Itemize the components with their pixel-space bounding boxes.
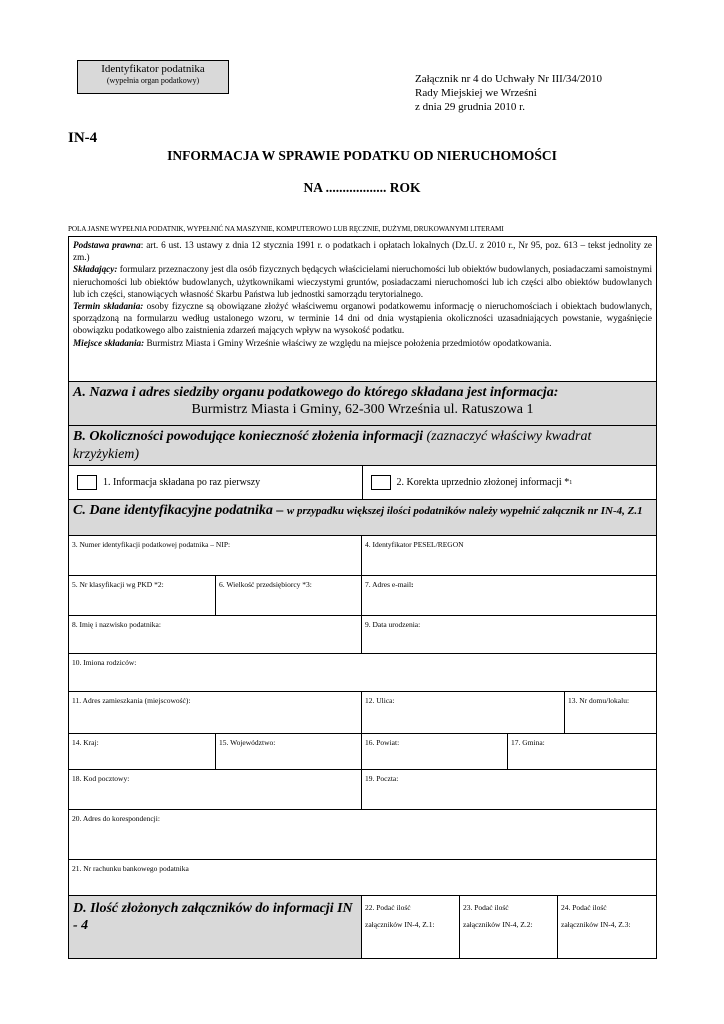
deadline-text: osoby fizyczne są obowiązane złożyć właściwemu organowi podatkowemu informację o nieruchomościach i obiektach budowlanych, sporządzoną na formularzu według ustalonego wzoru, w terminie 14 dni od dnia wystąpienia okoliczności uzasadniających powstanie, wygaśnięcie obowiązku podatkowego albo zaistnienia zdarzeń mających wpływ na wysokość podatku. (73, 301, 652, 336)
field-correspondence-address[interactable] (69, 810, 656, 859)
field-pesel-label: 4. Identyfikator PESEL/REGON (365, 540, 464, 549)
annex-reference (415, 72, 602, 114)
form-code: IN-4 (68, 130, 98, 146)
field-commune-label: 17. Gmina: (511, 738, 545, 747)
field-pesel[interactable] (362, 536, 656, 575)
field-country[interactable] (69, 734, 216, 769)
row-address (69, 692, 656, 734)
field-attachments-z2[interactable] (460, 896, 558, 958)
correction-label: 2. Korekta uprzednio złożonej informacji * (396, 477, 570, 488)
annex-line-3: z dnia 29 grudnia 2010 r. (415, 101, 525, 113)
attachments-z3-label-2: załączników IN-4, Z.3: (561, 920, 631, 929)
correction-footnote: 1 (569, 479, 573, 486)
row-correspondence (69, 810, 656, 860)
field-house-number[interactable] (565, 692, 656, 733)
annex-line-2: Rady Miejskiej we Wrześni (415, 87, 537, 99)
field-email[interactable] (362, 576, 656, 615)
field-attachments-z3[interactable] (558, 896, 656, 958)
field-street-label: 12. Ulica: (365, 696, 395, 705)
filer-label: Składający: (73, 264, 118, 275)
attachments-z1-label-1: 22. Podać ilość (365, 903, 411, 912)
field-birth-date-label: 9. Data urodzenia: (365, 620, 421, 629)
field-locality-label: 11. Adres zamieszkania (miejscowość): (72, 696, 191, 705)
field-street[interactable] (362, 692, 565, 733)
field-nip-label: 3. Numer identyfikacji podatkowej podatnika – NIP: (72, 540, 231, 549)
taxpayer-id-note: (wypełnia organ podatkowy) (106, 76, 200, 85)
field-voivodeship-label: 15. Województwo: (219, 738, 276, 747)
form-title: INFORMACJA W SPRAWIE PODATKU OD NIERUCHOMOŚCI (167, 148, 557, 163)
field-email-label: 7. Adres e-mail (365, 580, 412, 589)
row-region (69, 734, 656, 770)
field-postal-code[interactable] (69, 770, 362, 809)
field-house-number-label: 13. Nr domu/lokalu: (568, 696, 630, 705)
legal-basis-block (69, 237, 656, 382)
basis-label: Podstawa prawna (73, 240, 141, 250)
section-b-note: (zaznaczyć właściwy kwadrat krzyżykiem) (73, 429, 592, 462)
first-filing-checkbox[interactable] (77, 475, 97, 490)
section-b-options (69, 466, 656, 500)
taxpayer-id-title: Identyfikator podatnika (101, 63, 205, 75)
attachments-z2-label-1: 23. Podać ilość (463, 903, 509, 912)
field-bank-account[interactable] (69, 860, 656, 895)
section-a (69, 382, 656, 426)
form-year-line[interactable]: NA .................. ROK (303, 180, 421, 195)
field-post-office-label: 19. Poczta: (365, 774, 399, 783)
row-postal (69, 770, 656, 810)
row-nip-pesel (69, 536, 656, 576)
field-county[interactable] (362, 734, 508, 769)
row-name-birth (69, 616, 656, 654)
field-county-label: 16. Powiat: (365, 738, 400, 747)
field-nip[interactable] (69, 536, 362, 575)
field-pkd-label: 5. Nr klasyfikacji wg PKD *2: (72, 580, 164, 589)
field-birth-date[interactable] (362, 616, 656, 653)
field-full-name-label: 8. Imię i nazwisko podatnika: (72, 620, 161, 629)
section-d (69, 896, 656, 958)
field-attachments-z1[interactable] (362, 896, 460, 958)
section-c (69, 500, 656, 536)
field-post-office[interactable] (362, 770, 656, 809)
field-bank-account-label: 21. Nr rachunku bankowego podatnika (72, 864, 189, 873)
option-first-filing[interactable] (69, 466, 363, 499)
row-bank (69, 860, 656, 896)
row-pkd-size-email (69, 576, 656, 616)
section-d-heading: D. Ilość złożonych załączników do informacji IN - 4 (69, 896, 362, 958)
field-parents-names-label: 10. Imiona rodziców: (72, 658, 137, 667)
field-email-colon: : (411, 580, 414, 589)
field-country-label: 14. Kraj: (72, 738, 99, 747)
field-company-size[interactable] (216, 576, 362, 615)
option-correction[interactable] (363, 466, 657, 499)
field-parents-names[interactable] (69, 654, 656, 691)
section-c-note: w przypadku większej ilości podatników należy wypełnić załącznik nr IN-4, Z.1 (286, 505, 643, 517)
field-commune[interactable] (508, 734, 656, 769)
row-parents (69, 654, 656, 692)
section-a-heading: A. Nazwa i adres siedziby organu podatkowego do którego składana jest informacja: (73, 385, 559, 400)
field-postal-code-label: 18. Kod pocztowy: (72, 774, 130, 783)
field-pkd[interactable] (69, 576, 216, 615)
section-a-authority: Burmistrz Miasta i Gminy, 62-300 Września ul. Ratuszowa 1 (191, 402, 534, 417)
section-b (69, 426, 656, 466)
section-b-heading: B. Okoliczności powodujące konieczność złożenia informacji (73, 429, 424, 444)
basis-text: : art. 6 ust. 13 ustawy z dnia 12 stycznia 1991 r. o podatkach i opłatach lokalnych (Dz.U. z 2010 r., Nr 95, poz. 613 – tekst jednolity ze zm.) (73, 240, 652, 263)
field-correspondence-address-label: 20. Adres do korespondencji: (72, 814, 160, 823)
section-c-heading: C. Dane identyfikacyjne podatnika – (73, 503, 287, 518)
fill-instructions: POLA JASNE WYPEŁNIA PODATNIK, WYPEŁNIĆ NA MASZYNIE, KOMPUTEROWO LUB RĘCZNIE, DUŻYMI, DRUKOWANYMI LITERAMI (68, 225, 504, 233)
field-locality[interactable] (69, 692, 362, 733)
annex-line-1: Załącznik nr 4 do Uchwały Nr III/34/2010 (415, 73, 602, 85)
field-full-name[interactable] (69, 616, 362, 653)
deadline-label: Termin składania: (73, 301, 144, 312)
first-filing-label: 1. Informacja składana po raz pierwszy (103, 477, 261, 488)
taxpayer-id-box[interactable] (77, 60, 229, 94)
attachments-z3-label-1: 24. Podać ilość (561, 903, 607, 912)
place-label: Miejsce składania: (73, 337, 145, 348)
attachments-z1-label-2: załączników IN-4, Z.1: (365, 920, 435, 929)
attachments-z2-label-2: załączników IN-4, Z.2: (463, 920, 533, 929)
form-frame (68, 236, 657, 959)
filer-text: formularz przeznaczony jest dla osób fizycznych będących właścicielami nieruchomości lub obiektów budowlanych, posiadaczami samoistnymi nieruchomości lub obiektów budowlanych, użytkownikami wieczystymi gruntów, posiadaczami nieruchomości lub ich części albo obiektów budowlanych lub ich części, stanowiących własność Skarbu Państwa lub jednostki samorządu terytorialnego. (73, 264, 652, 299)
field-company-size-label: 6. Wielkość przedsiębiorcy *3: (219, 580, 312, 589)
field-voivodeship[interactable] (216, 734, 362, 769)
correction-checkbox[interactable] (371, 475, 391, 490)
place-text: Burmistrz Miasta i Gminy Wrześnie właściwy ze względu na miejsce położenia przedmiotów opodatkowania. (144, 337, 552, 348)
